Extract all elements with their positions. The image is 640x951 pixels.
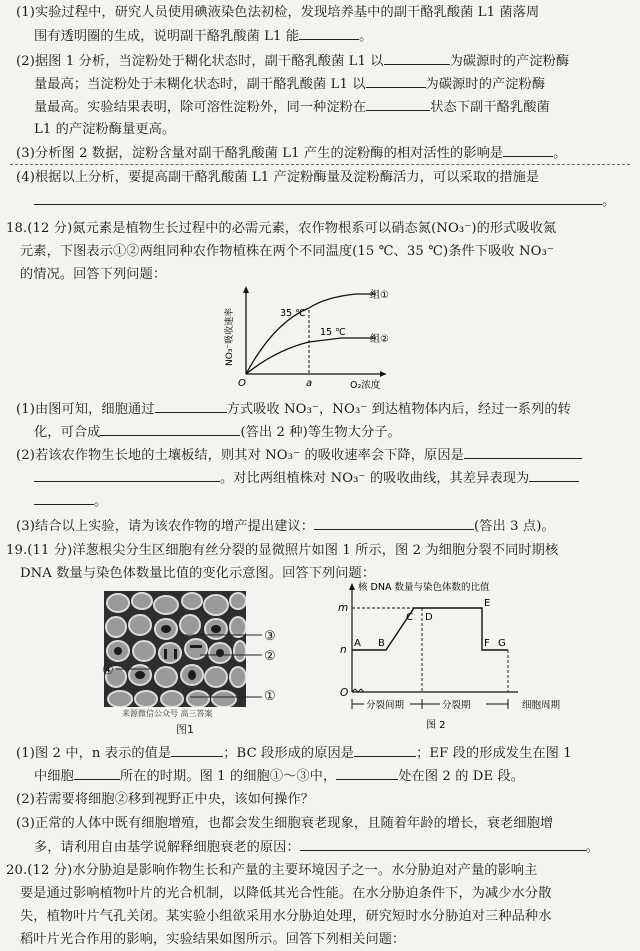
q17-p4-line2: 。	[34, 190, 615, 213]
x-axis-label: O₂浓度	[350, 380, 381, 391]
q17-p2-line3: 量最高。实验结果表明，除可溶性淀粉外，同一种淀粉在 状态下副干酪乳酸菌	[34, 96, 550, 119]
x-axis-arrow	[380, 371, 386, 377]
q18-p2-line3: 。	[34, 490, 107, 513]
origin-label: O	[238, 378, 246, 389]
q19-intro-line2: DNA 数量与染色体数量比值的变化示意图。回答下列问题：	[20, 566, 376, 581]
legend-group1: 组①	[370, 290, 389, 301]
y-axis-arrow	[349, 583, 355, 590]
q19-p1-line1: (1)图 2 中，n 表示的值是 ；BC 段形成的原因是 ；EF 段的形成发生在图 1	[16, 742, 572, 765]
q17-p4-line1: (4)根据以上分析，要提高副干酪乳酸菌 L1 产淀粉酶量及淀粉酶活力，可以采取的措施是	[16, 170, 540, 185]
fig2-y-title: 核 DNA 数量与染色体数的比值	[358, 582, 490, 593]
q18-p2-line1: (2)若该农作物生长地的土壤板结，则其对 NO₃⁻ 的吸收速率会下降，原因是	[16, 444, 582, 467]
fig2-caption: 图 2	[426, 720, 446, 731]
fig2-interphase: 分裂间期	[366, 700, 405, 711]
label-35c: 35 ℃	[280, 308, 306, 319]
fig2-cycle: 细胞周期	[522, 700, 561, 711]
q18-intro-line2: 元素，下图表示①②两组同种农作物植株在两个不同温度(15 ℃、35 ℃)条件下吸收 NO₃⁻	[20, 244, 554, 259]
fig2-n: n	[340, 644, 347, 656]
q19-p3-line2: 多，请利用自由基学说解释细胞衰老的原因： 。	[34, 836, 599, 859]
label-15c: 15 ℃	[320, 327, 346, 338]
x-mark-a: a	[306, 378, 313, 389]
fig1-label-2: ②	[264, 649, 276, 664]
q17-p2-line2: 量最高；当淀粉处于未糊化状态时，副干酪乳酸菌 L1 以 为碳源时的产淀粉酶	[34, 73, 545, 96]
q19-p3-line1: (3)正常的人体中既有细胞增殖，也都会发生细胞衰老现象，且随着年龄的增长，衰老细胞增	[16, 816, 554, 831]
fig1-caption: 图1	[176, 723, 194, 736]
point-f: F	[484, 638, 490, 649]
q17-p3: (3)分析图 2 数据，淀粉含量对副干酪乳酸菌 L1 产生的淀粉酶的相对活性的影响是 。	[16, 142, 566, 165]
q18-p1-line2: 化，可合成 (答出 2 种)等生物大分子。	[34, 421, 401, 444]
point-a: A	[354, 638, 361, 649]
q17-p2-line4: L1 的产淀粉酶量更高。	[34, 122, 176, 137]
fig1-watermark: 来源微信公众号 高三答案	[122, 709, 213, 718]
fig2-m: m	[338, 602, 349, 614]
q18-p2-line2: 。对比两组植株对 NO₃⁻ 的吸收曲线，其差异表现为	[34, 467, 579, 490]
q18-intro-line1: 18.(12 分)氮元素是植物生长过程中的必需元素，农作物根系可以硝态氮(NO₃⁻)的形式吸收氮	[6, 221, 557, 236]
divider	[10, 164, 630, 165]
curve-group1-35c	[246, 294, 376, 374]
q20-intro-line1: 20.(12 分)水分胁迫是影响作物生长和产量的主要环境因子之一。水分胁迫对产量的影响主	[6, 863, 538, 878]
fig1-label-4: ④	[102, 663, 114, 678]
dna-ratio-chart	[322, 580, 628, 732]
point-c: C	[406, 612, 413, 623]
q18-intro-line3: 的情况。回答下列问题：	[20, 267, 167, 282]
fig1-label-3: ③	[264, 629, 276, 644]
q17-p2-line1: (2)据图 1 分析，当淀粉处于糊化状态时，副干酪乳酸菌 L1 以 为碳源时的产淀粉酶	[16, 50, 569, 73]
q17-p1-line2: 围有透明圈的生成，说明副干酪乳酸菌 L1 能 。	[34, 25, 372, 48]
q20-intro-line3: 失，植物叶片气孔关闭。某实验小组欲采用水分胁迫处理，研究短时水分胁迫对三种品种水	[20, 909, 552, 924]
point-e: E	[484, 598, 491, 609]
q20-intro-line4: 稻叶片光合作用的影响，实验结果如图所示。回答下列相关问题：	[20, 932, 406, 947]
q19-p1-line2: 中细胞 所在的时期。图 1 的细胞①～③中， 处在图 2 的 DE 段。	[34, 765, 524, 788]
fig2-mitosis: 分裂期	[442, 700, 471, 711]
q17-p1-line1: (1)实验过程中，研究人员使用碘液染色法初检，发现培养基中的副干酪乳酸菌 L1 菌落周	[16, 5, 540, 20]
fig1-label-1: ①	[264, 689, 276, 704]
point-d: D	[425, 612, 433, 623]
point-b: B	[378, 638, 385, 649]
q19-p2: (2)若需要将细胞②移到视野正中央，该如何操作？	[16, 792, 315, 807]
q18-p1-line1: (1)由图可知，细胞通过 方式吸收 NO₃⁻，NO₃⁻ 到达植物体内后，经过一系列的转	[16, 398, 571, 421]
q18-p3: (3)结合以上实验，请为该农作物的增产提出建议： (答出 3 点)。	[16, 515, 555, 538]
q19-intro-line1: 19.(11 分)洋葱根尖分生区细胞有丝分裂的显微照片如图 1 所示，图 2 为细胞分裂不同时期核	[6, 543, 559, 558]
figure1-leader-lines	[80, 591, 280, 711]
point-g: G	[498, 638, 506, 649]
y-axis-label: NO₃⁻吸收速率	[225, 307, 235, 366]
legend-group2: 组②	[370, 334, 389, 345]
fig2-origin: O	[340, 687, 349, 699]
y-axis-arrow	[243, 286, 249, 293]
q20-intro-line2: 要是通过影响植物叶片的光合机制，以降低其光合性能。在水分胁迫条件下，为减少水分散	[20, 886, 552, 901]
no3-uptake-chart	[216, 282, 396, 392]
